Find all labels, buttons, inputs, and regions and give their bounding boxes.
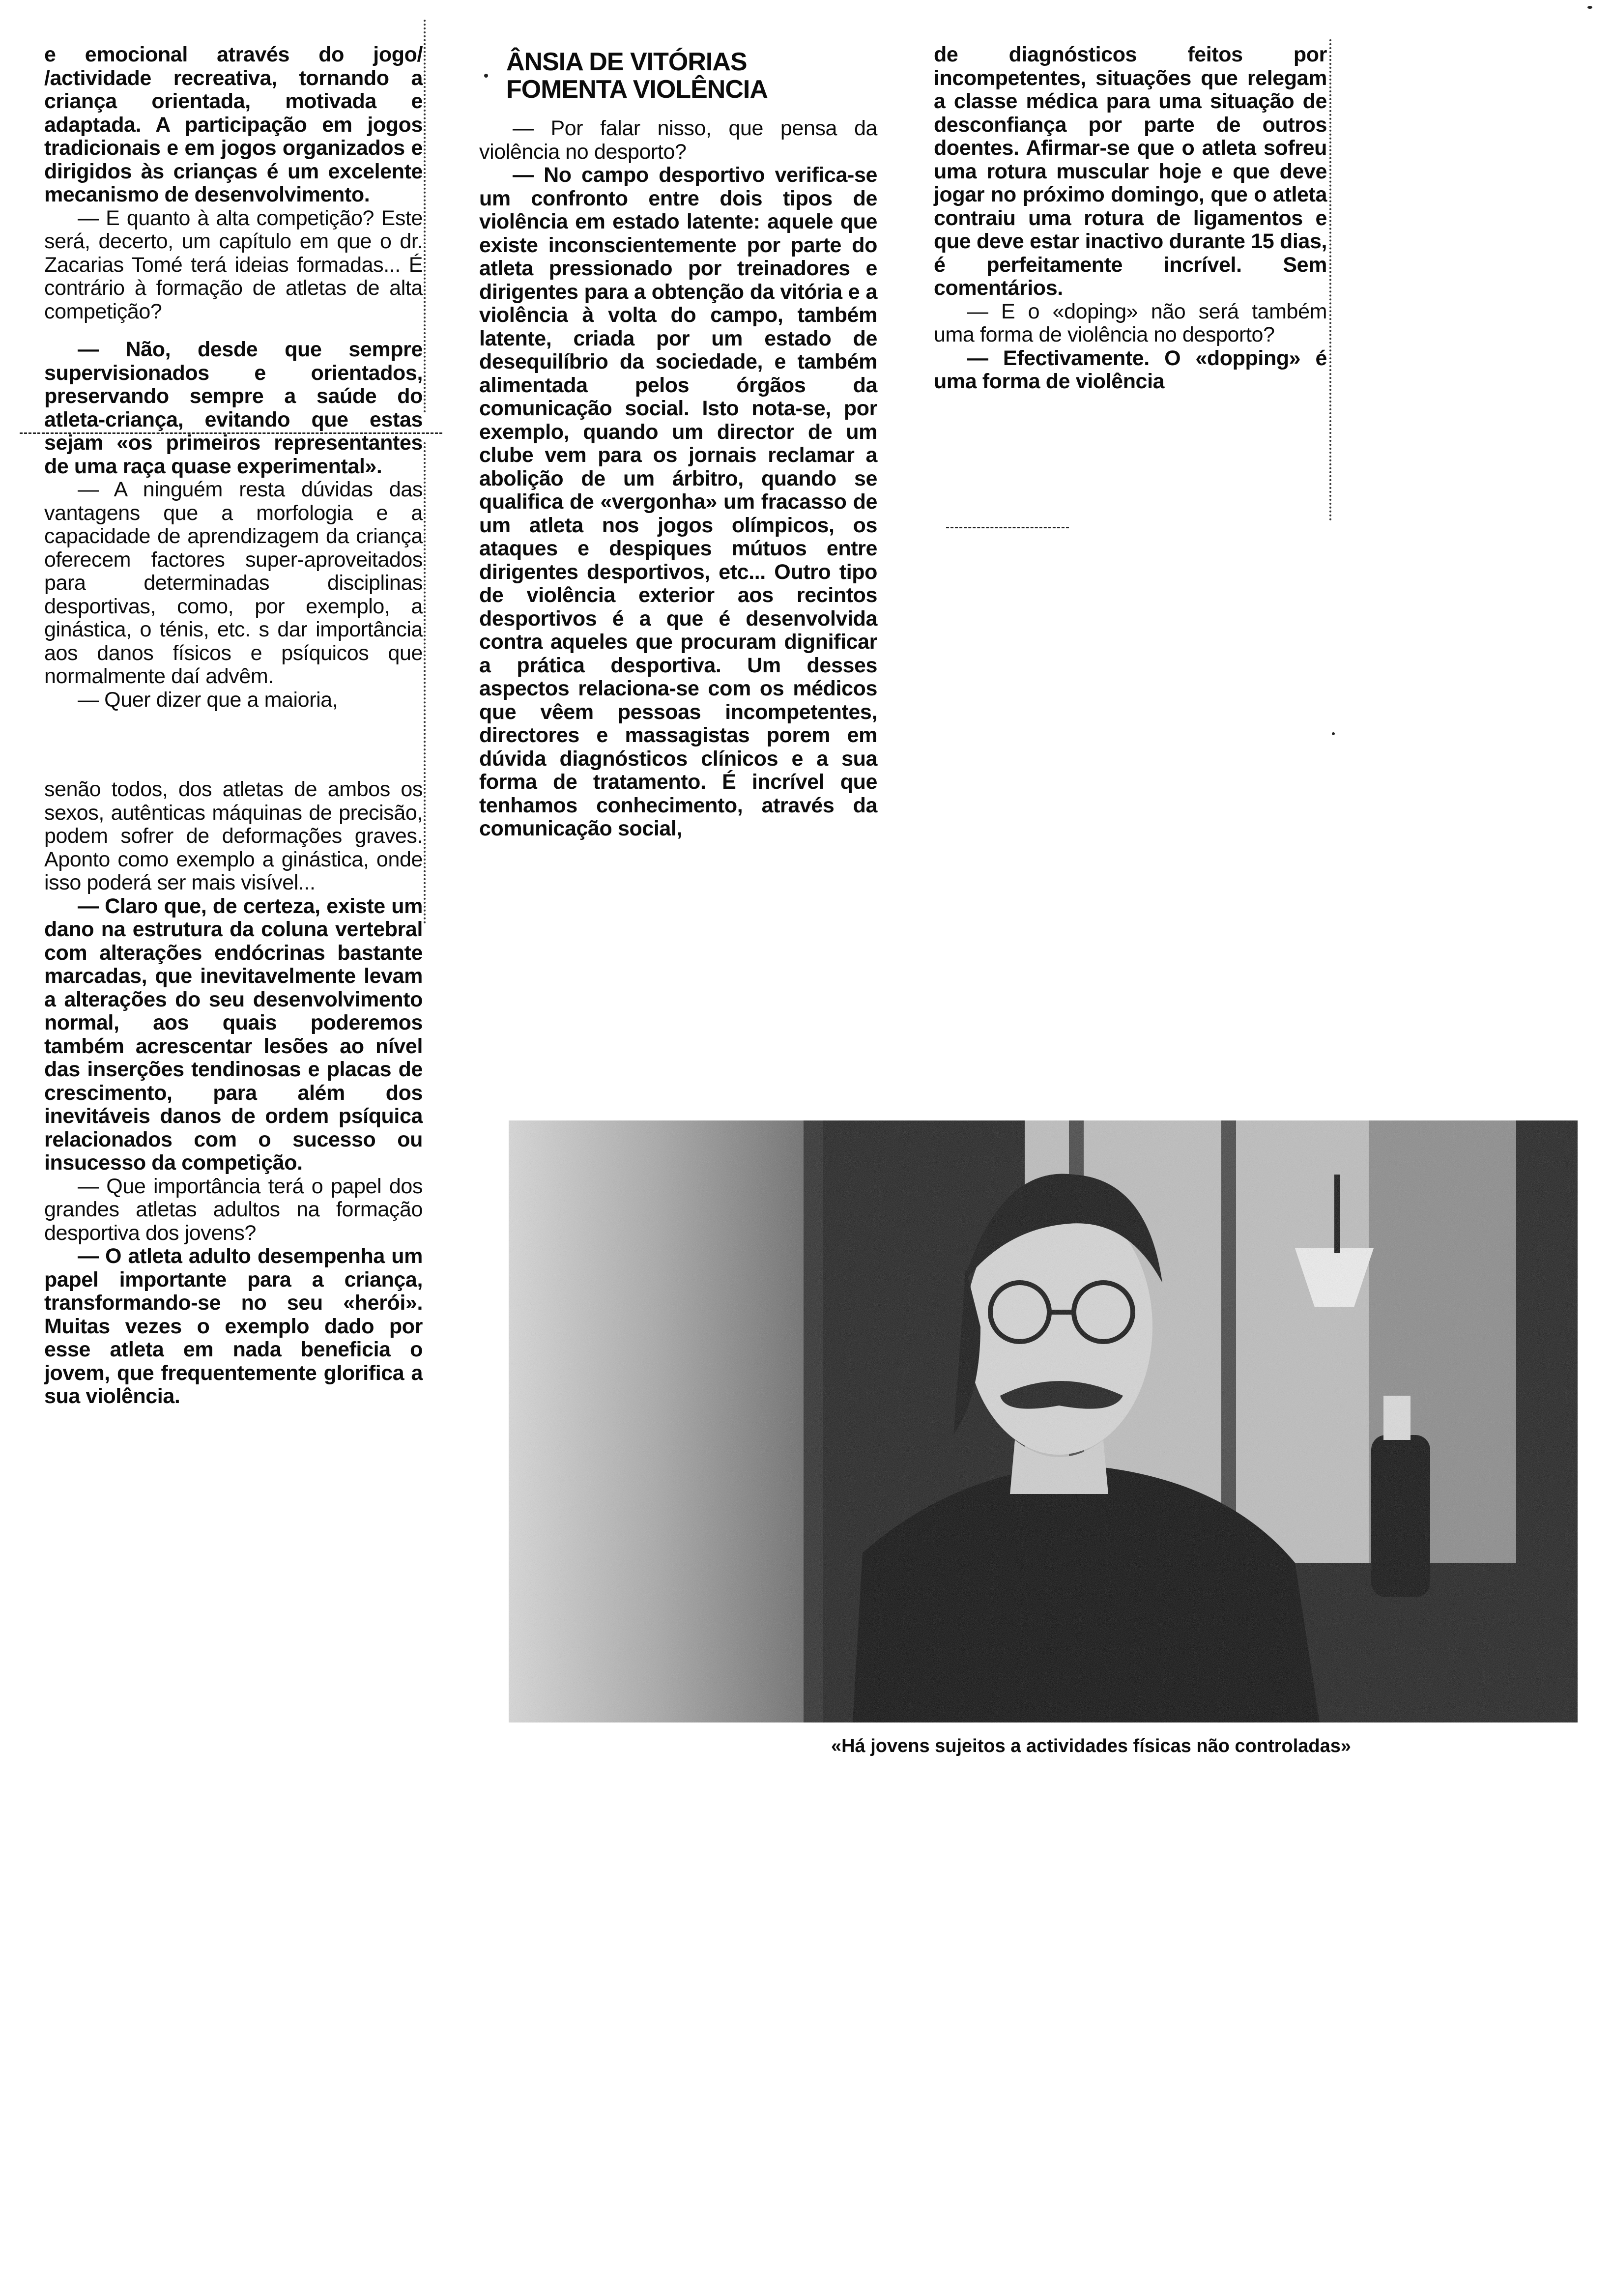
clipping-cut-line	[20, 432, 442, 434]
article-paragraph: — O atleta adulto desempenha um papel importante para a criança, transformando-se no seu «herói». Muitas vezes o exemplo dado por esse atleta em nada beneficia o jovem, que frequentemente glorifica a sua violência.	[44, 1244, 423, 1408]
clipping-cut-line	[946, 527, 1069, 528]
article-column-2	[479, 117, 877, 841]
column-1-block-b	[44, 338, 423, 712]
article-paragraph: — Claro que, de certeza, existe um dano na estrutura da coluna vertebral com alterações endócrinas bastante marcadas, que inevitavelmente levam a alterações do seu desenvolvimento normal, aos quais poderemos também acrescentar lesões ao nível das inserções tendinosas e placas de crescimento, para além dos inevitáveis danos de ordem psíquica relacionados com o sucesso ou insucesso da competição.	[44, 894, 423, 1175]
article-paragraph: — Por falar nisso, que pensa da violência no desporto?	[479, 116, 877, 164]
clipping-edge	[1329, 39, 1331, 521]
article-paragraph: — Não, desde que sempre supervisionados e orientados, preservando sempre a saúde do atleta-criança, evitando que estas sejam «os primeiros representantes de uma raça quase experimental».	[44, 338, 423, 478]
article-paragraph: de diagnósticos feitos por incompetentes, situações que relegam a classe médica para uma situação de desconfiança por parte de outros doentes. Afirmar-se que o atleta sofreu uma rotura muscular hoje e que deve jogar no próximo domingo, que o atleta contraiu uma rotura de ligamentos e que deve estar inactivo durante 15 dias, é perfeitamente incrível. Sem comentários.	[934, 43, 1327, 300]
portrait-photo-drawing	[509, 1120, 1578, 1722]
article-paragraph: — No campo desportivo verifica-se um confronto entre dois tipos de violência em estado latente: aquele que existe inconscientemente por parte do atleta pressionado por treinadores e dirigentes para a obtenção da vitória e a violência à volta do campo, também latente, criada por um estado de desequilíbrio da sociedade, e também alimentada pelos órgãos da comunicação social. Isto nota-se, por exemplo, quando um director de um clube vem para os jornais reclamar a abolição de um árbitro, quando se qualifica de «vergonha» um fracasso de um atleta nos jogos olímpicos, os ataques e despiques mútuos entre dirigentes desportivos, etc... Outro tipo de violência exterior aos recintos desportivos é a que é desenvolvida contra aqueles que procuram dignificar a prática desportiva. Um desses aspectos relaciona-se com os médicos que vêem pessoas incompetentes, directores e massagistas porem em dúvida diagnósticos clínicos e a sua forma de tratamento. É incrível que tenhamos conhecimento, através da comunicação social,	[479, 163, 877, 840]
article-headline: ÂNSIA DE VITÓRIAS FOMENTA VIOLÊNCIA	[506, 48, 768, 104]
article-column-1	[44, 43, 423, 1408]
scan-speck	[1332, 732, 1335, 735]
scan-speck	[484, 74, 488, 78]
column-1-block-a	[44, 43, 423, 323]
clipping-edge	[424, 20, 426, 413]
clipping-edge	[424, 442, 426, 924]
article-paragraph: — E o «doping» não será também uma forma de violência no desporto?	[934, 299, 1327, 346]
article-paragraph: — Que importância terá o papel dos grandes atletas adultos na formação desportiva dos jovens?	[44, 1174, 423, 1245]
article-paragraph: e emocional através do jogo/ /actividade recreativa, tornando a criança orientada, motivada e adaptada. A participação em jogos tradicionais e em jogos organizados e dirigidos às crianças é um excelente mecanismo de desenvolvimento.	[44, 43, 423, 206]
article-column-3	[934, 43, 1327, 394]
portrait-photo	[509, 1120, 1578, 1722]
article-paragraph: — E quanto à alta competição? Este será, decerto, um capítulo em que o dr. Zacarias Tomé terá ideias formadas... É contrário à formação de atletas de alta competição?	[44, 206, 423, 323]
scan-speck	[1587, 6, 1592, 9]
article-paragraph: — A ninguém resta dúvidas das vantagens que a morfologia e a capacidade de aprendizagem da criança oferecem factores super-aproveitados para determinadas disciplinas desportivas, como, por exemplo, a ginástica, o ténis, etc. s dar importância aos danos físicos e psíquicos que normalmente daí advêm.	[44, 478, 423, 688]
article-paragraph: — Quer dizer que a maioria,	[78, 688, 338, 712]
article-paragraph: senão todos, dos atletas de ambos os sexos, autênticas máquinas de precisão, podem sofrer de deformações graves. Aponto como exemplo a ginástica, onde isso poderá ser mais visível...	[44, 777, 423, 894]
column-1-block-c	[44, 778, 423, 1408]
photo-caption: «Há jovens sujeitos a actividades físicas não controladas»	[831, 1736, 1352, 1756]
article-paragraph: — Efectivamente. O «dopping» é uma forma de violência	[934, 346, 1327, 393]
